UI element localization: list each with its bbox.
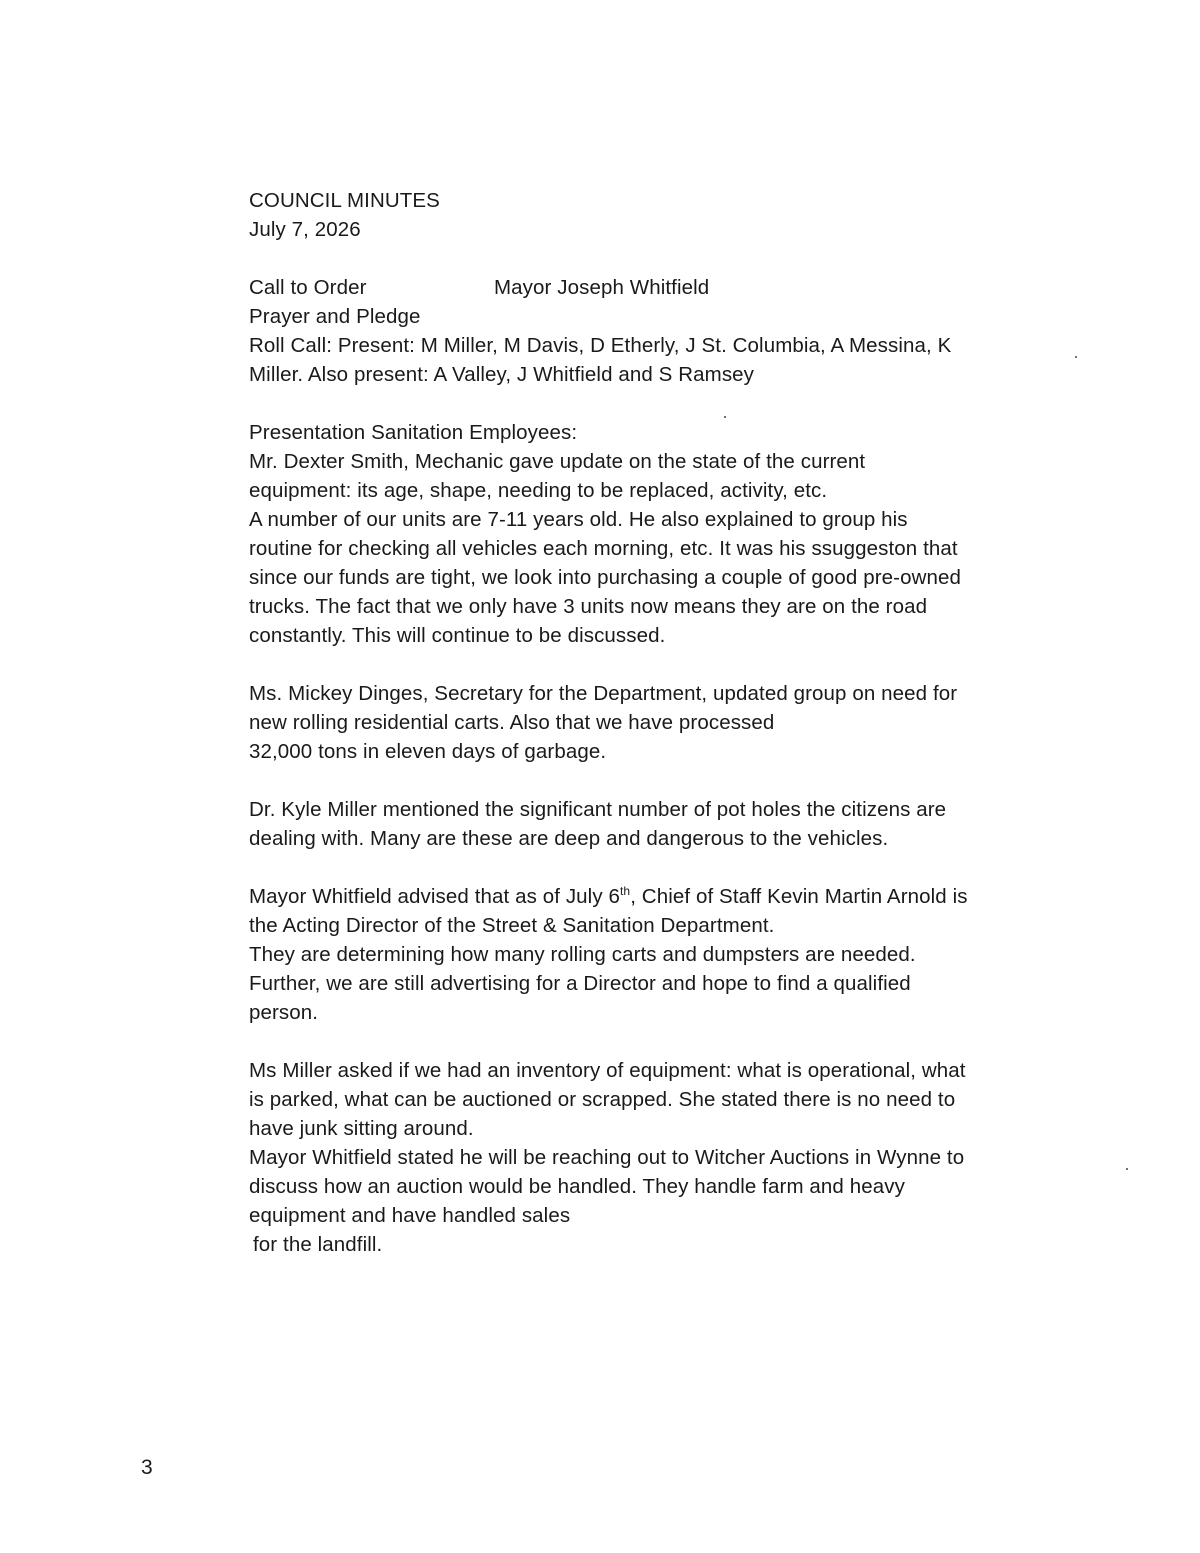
prayer-line: Prayer and Pledge: [249, 305, 421, 328]
presentation-heading: Presentation Sanitation Employees:: [249, 421, 578, 444]
inventory-line: discuss how an auction would be handled. They handle farm and heavy: [249, 1175, 905, 1198]
call-to-order-label: Call to Order: [249, 276, 367, 299]
inventory-line: Ms Miller asked if we had an inventory of equipment: what is operational, what: [249, 1059, 966, 1082]
kyle-miller-line: Dr. Kyle Miller mentioned the significant number of pot holes the citizens are: [249, 798, 947, 821]
spacer: [249, 650, 1059, 679]
spacer: [249, 853, 1059, 882]
roll-call-line-2: Miller. Also present: A Valley, J Whitfield and S Ramsey: [249, 363, 755, 386]
dinges-line: Ms. Mickey Dinges, Secretary for the Department, updated group on need for: [249, 682, 958, 705]
mayor-line: the Acting Director of the Street & Sanitation Department.: [249, 914, 775, 937]
inventory-line: is parked, what can be auctioned or scrapped. She stated there is no need to: [249, 1088, 956, 1111]
kyle-miller-line: dealing with. Many are these are deep and dangerous to the vehicles.: [249, 827, 889, 850]
presentation-line: routine for checking all vehicles each morning, etc. It was his ssuggeston that: [249, 537, 958, 560]
inventory-last-line: for the landfill.: [253, 1233, 383, 1256]
page-number: 3: [141, 1456, 153, 1479]
inventory-line: equipment and have handled sales: [249, 1204, 571, 1227]
dinges-line: new rolling residential carts. Also that we have processed: [249, 711, 775, 734]
presentation-line: constantly. This will continue to be discussed.: [249, 624, 666, 647]
minutes-body: [249, 186, 1059, 1259]
presentation-line: Mr. Dexter Smith, Mechanic gave update on the state of the current: [249, 450, 866, 473]
roll-call-line-1: Roll Call: Present: M Miller, M Davis, D Etherly, J St. Columbia, A Messina, K: [249, 334, 952, 357]
spacer: [249, 766, 1059, 795]
dinges-line: 32,000 tons in eleven days of garbage.: [249, 740, 607, 763]
document-title: COUNCIL MINUTES: [249, 189, 440, 212]
presentation-line: since our funds are tight, we look into purchasing a couple of good pre-owned: [249, 566, 961, 589]
inventory-line: Mayor Whitfield stated he will be reaching out to Witcher Auctions in Wynne to: [249, 1146, 965, 1169]
inventory-line: have junk sitting around.: [249, 1117, 474, 1140]
mayor-line: person.: [249, 1001, 319, 1024]
mayor-line: Further, we are still advertising for a Director and hope to find a qualified: [249, 972, 911, 995]
scan-speck: [1126, 1168, 1128, 1170]
call-to-order-value: Mayor Joseph Whitfield: [494, 276, 710, 299]
presentation-line: trucks. The fact that we only have 3 units now means they are on the road: [249, 595, 928, 618]
presentation-line: A number of our units are 7-11 years old. He also explained to group his: [249, 508, 908, 531]
spacer: [249, 389, 1059, 418]
document-date: July 7, 2026: [249, 218, 361, 241]
call-to-order-row: [249, 273, 1059, 302]
spacer: [249, 1027, 1059, 1056]
mayor-line-1-prefix: Mayor Whitfield advised that as of July 6: [249, 885, 620, 908]
mayor-line-1: [249, 882, 1059, 911]
scan-speck: [724, 416, 726, 418]
mayor-line-1-suffix: , Chief of Staff Kevin Martin Arnold is: [630, 885, 968, 908]
spacer: [249, 244, 1059, 273]
mayor-line: They are determining how many rolling carts and dumpsters are needed.: [249, 943, 916, 966]
ordinal-suffix: th: [620, 884, 631, 899]
presentation-line: equipment: its age, shape, needing to be replaced, activity, etc.: [249, 479, 828, 502]
scan-speck: [1075, 356, 1077, 358]
